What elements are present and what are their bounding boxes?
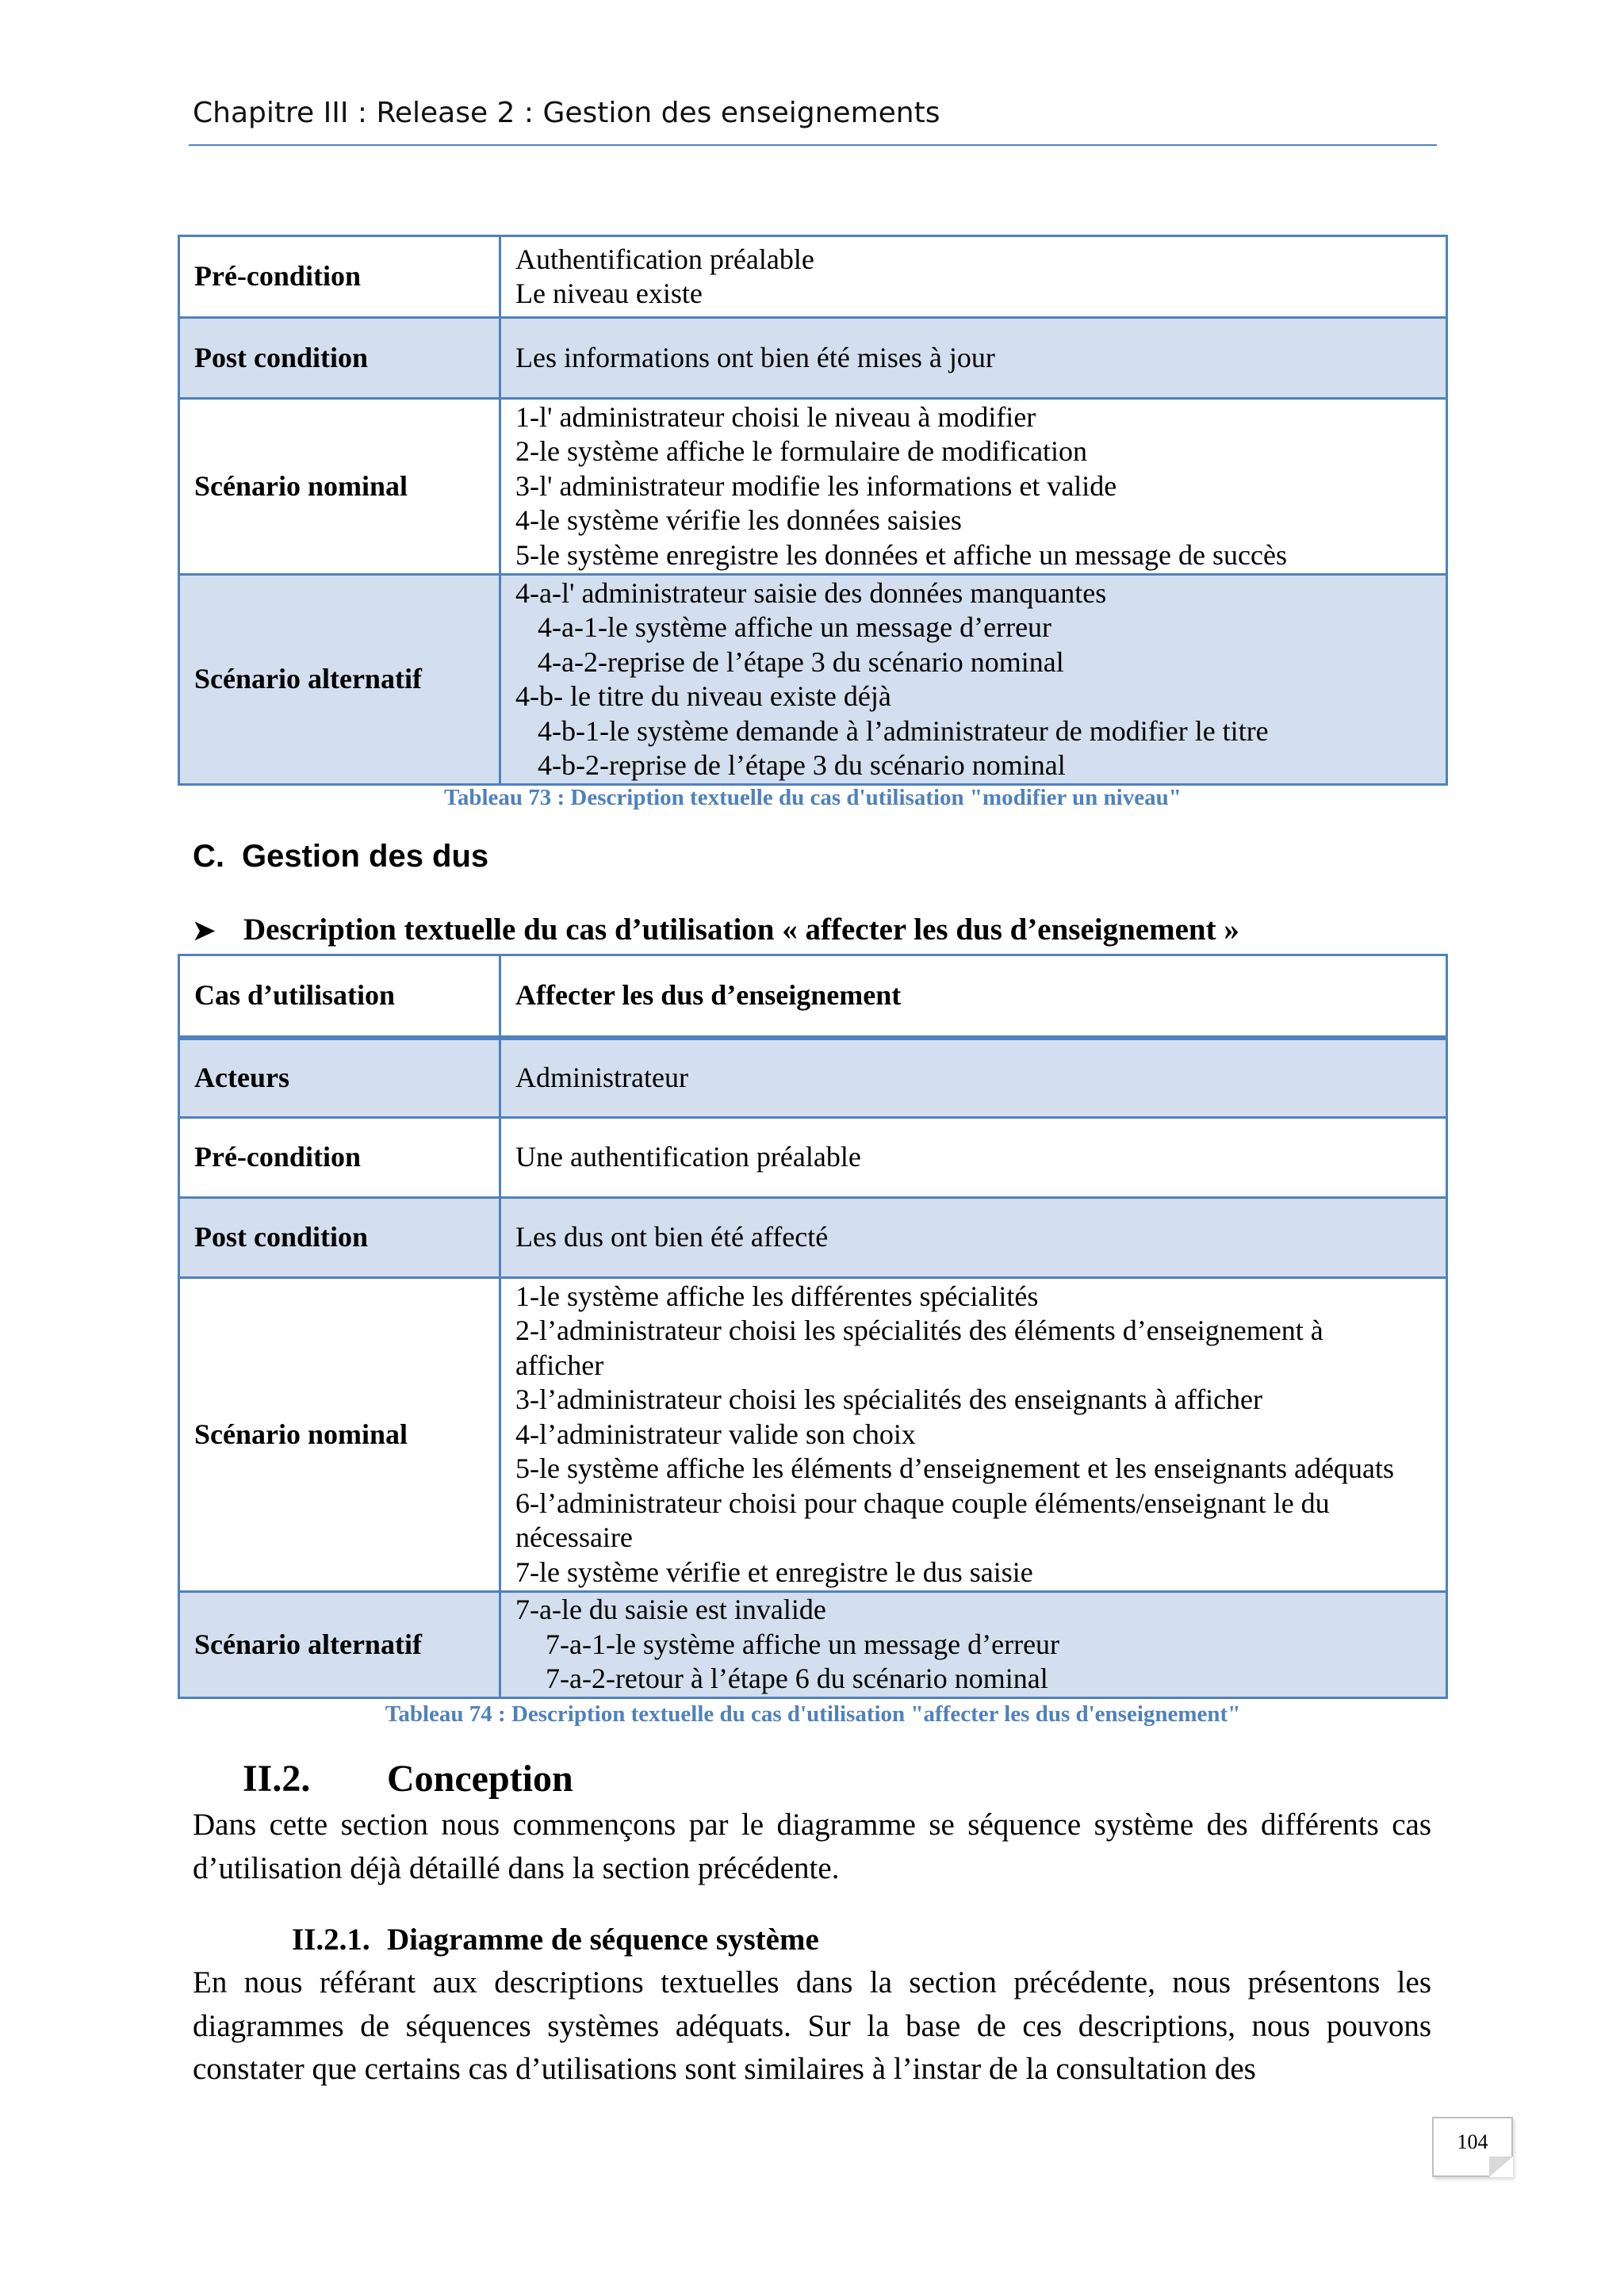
row-value: [500, 399, 1447, 575]
section-number: II.2.1.: [292, 1923, 370, 1957]
value-line: 2-le système affiche le formulaire de modification: [515, 435, 1088, 468]
value-line: 4-a-l' administrateur saisie des données manquantes: [515, 576, 1107, 609]
section-title: Diagramme de séquence système: [387, 1923, 819, 1957]
value-line: 6-l’administrateur choisi pour chaque couple éléments/enseignant le du: [515, 1487, 1330, 1519]
row-value: [500, 236, 1447, 318]
value-line: 1-le système affiche les différentes spécialités: [515, 1280, 1039, 1312]
bullet-heading: [193, 912, 1239, 947]
page-header-title: Chapitre III : Release 2 : Gestion des enseignements: [193, 97, 940, 129]
row-value: [500, 1118, 1447, 1198]
value-line: 4-b- le titre du niveau existe déjà: [515, 680, 891, 712]
row-label: Scénario alternatif: [179, 1592, 500, 1698]
row-value: [500, 1592, 1447, 1698]
row-value: Affecter les dus d’enseignement: [500, 955, 1447, 1038]
section-title: Conception: [387, 1758, 573, 1800]
row-value: [500, 575, 1447, 785]
table-74-caption: Tableau 74 : Description textuelle du cas d'utilisation "affecter les dus d'enseignement": [385, 1701, 1241, 1727]
value-line: nécessaire: [515, 1521, 633, 1554]
value-line: 4-a-1-le système affiche un message d’erreur: [538, 611, 1052, 643]
value-line: Administrateur: [515, 1062, 688, 1093]
row-value: [500, 1038, 1447, 1118]
table-row: [179, 236, 1447, 318]
table-header-row: [179, 955, 1447, 1038]
section-ii21-heading: [292, 1922, 819, 1957]
value-line: 4-b-1-le système demande à l’administrateur de modifier le titre: [538, 714, 1269, 747]
table-73-caption: Tableau 73 : Description textuelle du cas d'utilisation "modifier un niveau": [444, 785, 1182, 810]
table-row: [179, 1592, 1447, 1698]
row-label: Post condition: [179, 318, 500, 399]
page-number-box: [1432, 2117, 1513, 2177]
value-line: Authentification préalable: [515, 243, 814, 275]
section-c-heading: [193, 839, 488, 874]
value-line: 7-a-2-retour à l’étape 6 du scénario nominal: [546, 1663, 1048, 1695]
value-line: Une authentification préalable: [515, 1141, 861, 1173]
section-number: II.2.: [243, 1758, 311, 1800]
section-title: Gestion des dus: [242, 839, 489, 874]
section-number: C.: [193, 839, 224, 874]
value-line: Le niveau existe: [515, 277, 703, 309]
row-label: Pré-condition: [179, 1118, 500, 1198]
table-row: [179, 1118, 1447, 1198]
value-line: 7-a-1-le système affiche un message d’erreur: [546, 1628, 1060, 1660]
bullet-heading-text: Description textuelle du cas d’utilisation « affecter les dus d’enseignement »: [243, 913, 1239, 947]
row-value: [500, 1278, 1447, 1592]
value-line: 1-l' administrateur choisi le niveau à modifier: [515, 400, 1036, 433]
value-line: Les informations ont bien été mises à jour: [515, 341, 995, 373]
page-fold-icon: [1489, 2156, 1513, 2177]
value-line: Les dus ont bien été affecté: [515, 1221, 829, 1253]
table-row: [179, 1038, 1447, 1118]
arrow-bullet-icon: ➤: [193, 916, 216, 946]
table-row: [179, 399, 1447, 575]
row-label: Acteurs: [179, 1038, 500, 1118]
table-74: [178, 954, 1448, 1699]
row-label: Scénario nominal: [179, 1278, 500, 1592]
value-line: 4-le système vérifie les données saisies: [515, 504, 962, 537]
section-ii2-heading: [243, 1757, 573, 1800]
table-row: [179, 575, 1447, 785]
value-line: 5-le système enregistre les données et affiche un message de succès: [515, 538, 1287, 571]
value-line: 4-l’administrateur valide son choix: [515, 1418, 916, 1450]
value-line: 5-le système affiche les éléments d’enseignement et les enseignants adéquats: [515, 1452, 1394, 1485]
table-row: [179, 318, 1447, 399]
row-label: Pré-condition: [179, 236, 500, 318]
row-value: [500, 1198, 1447, 1278]
row-label: Post condition: [179, 1198, 500, 1278]
value-line: 3-l’administrateur choisi les spécialités des enseignants à afficher: [515, 1383, 1263, 1416]
value-line: 7-le système vérifie et enregistre le dus saisie: [515, 1556, 1033, 1588]
header-rule: [189, 144, 1437, 146]
page-number: 104: [1457, 2130, 1488, 2153]
value-line: 4-a-2-reprise de l’étape 3 du scénario nominal: [538, 645, 1064, 678]
value-line: 4-b-2-reprise de l’étape 3 du scénario nominal: [538, 749, 1066, 781]
row-label: Scénario nominal: [179, 399, 500, 575]
value-line: 3-l' administrateur modifie les informations et valide: [515, 469, 1117, 502]
value-line: afficher: [515, 1349, 604, 1381]
row-label: Cas d’utilisation: [179, 955, 500, 1038]
section-ii21-paragraph: En nous référant aux descriptions textuelles dans la section précédente, nous présentons les diagrammes de séquences systèmes adéquats. Sur la base de ces descriptions, nous pouvons constater que certains cas d’utilisations sont similaires à l’instar de la consultation des: [193, 1965, 1431, 2086]
value-line: 2-l’administrateur choisi les spécialités des éléments d’enseignement à: [515, 1314, 1323, 1347]
section-ii2-paragraph: Dans cette section nous commençons par le diagramme se séquence système des différents cas d’utilisation déjà détaillé dans la section précédente.: [193, 1808, 1431, 1885]
table-row: [179, 1278, 1447, 1592]
value-line: 7-a-le du saisie est invalide: [515, 1594, 826, 1626]
row-label: Scénario alternatif: [179, 575, 500, 785]
table-73: [178, 235, 1448, 786]
row-value: [500, 318, 1447, 399]
table-row: [179, 1198, 1447, 1278]
